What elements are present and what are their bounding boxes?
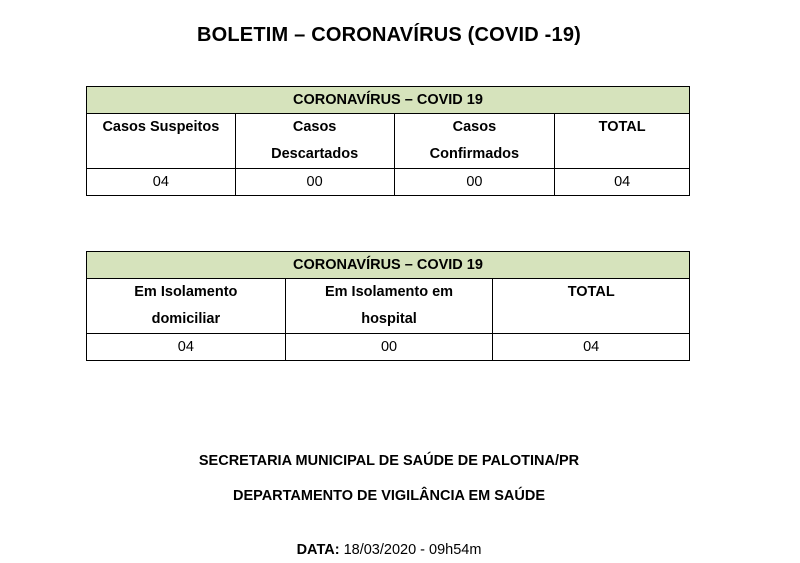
column-header-line: Casos [452,119,497,135]
column-header-isolamento-hospital [285,279,493,334]
column-header-line: Descartados [271,146,359,162]
isolation-table [86,251,690,361]
column-header-line: domiciliar [151,311,221,327]
column-header-line: TOTAL [598,119,646,135]
date-line [0,542,778,558]
isolation-table-title: CORONAVÍRUS – COVID 19 [87,252,690,279]
date-label: DATA: [296,542,340,558]
value-isolamento-domiciliar: 04 [87,334,286,361]
document-title: BOLETIM – CORONAVÍRUS (COVID -19) [196,24,582,46]
column-header-total [555,114,690,169]
column-header-line: Confirmados [429,146,520,162]
secretaria-line: SECRETARIA MUNICIPAL DE SAÚDE DE PALOTINA/PR [198,453,580,469]
column-header-total [493,279,690,334]
value-casos-suspeitos: 04 [87,169,236,196]
column-header-line: Casos Suspeitos [102,119,220,135]
value-casos-confirmados: 00 [394,169,555,196]
cases-table-title: CORONAVÍRUS – COVID 19 [87,87,690,114]
date-value: 18/03/2020 - 09h54m [343,542,482,558]
column-header-line: Em Isolamento em [324,284,454,300]
value-total: 04 [555,169,690,196]
isolation-table-column-row [87,279,690,334]
departamento-line: DEPARTAMENTO DE VIGILÂNCIA EM SAÚDE [232,488,546,504]
value-isolamento-hospital: 00 [285,334,493,361]
value-total: 04 [493,334,690,361]
isolation-table-header-row [87,252,690,279]
column-header-line: Em Isolamento [134,284,238,300]
cases-table-value-row [87,169,690,196]
column-header-casos-suspeitos [87,114,236,169]
cases-table [86,86,690,196]
value-casos-descartados: 00 [235,169,394,196]
isolation-table-value-row [87,334,690,361]
cases-table-header-row [87,87,690,114]
column-header-isolamento-domiciliar [87,279,286,334]
cases-table-column-row [87,114,690,169]
column-header-line: Casos [292,119,337,135]
column-header-line: TOTAL [567,284,615,300]
column-header-casos-confirmados [394,114,555,169]
column-header-casos-descartados [235,114,394,169]
column-header-line: hospital [361,311,417,327]
